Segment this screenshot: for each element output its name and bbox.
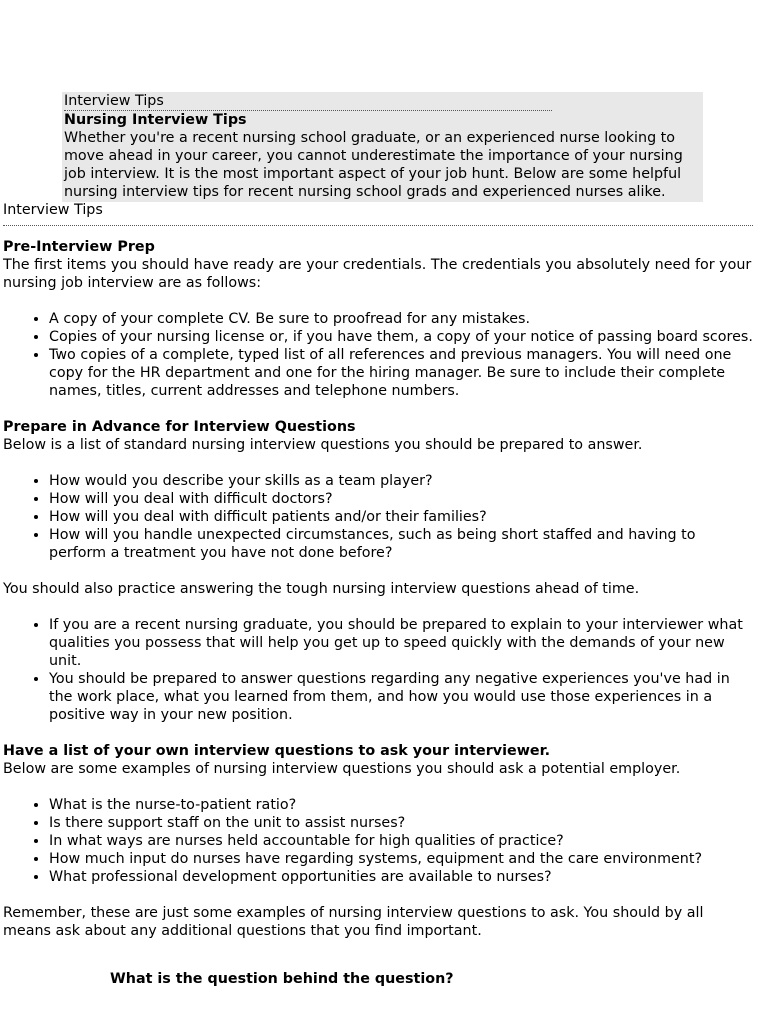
prepare-text: Below is a list of standard nursing interview questions you should be prepared to answer.	[3, 437, 643, 453]
intro-box	[62, 92, 703, 202]
list-item: • How would you describe your skills as a team player?	[49, 472, 753, 490]
intro-label: Interview Tips	[64, 93, 552, 111]
remember-text: Remember, these are just some examples of nursing interview questions to ask. You should by all means ask about any additional questions that you find important.	[3, 905, 704, 939]
list-item: • How will you deal with difficult patients and/or their families?	[49, 508, 753, 526]
standard-questions-list	[3, 472, 753, 562]
pre-interview-text: The first items you should have ready are your credentials. The credentials you absolutely need for your nursing job interview are as follows:	[3, 257, 752, 291]
list-item: • How will you handle unexpected circumstances, such as being short staffed and having to perform a treatment you have not done before?	[49, 526, 753, 562]
prepare-heading: Prepare in Advance for Interview Questions	[3, 419, 356, 435]
section-label: Interview Tips	[3, 202, 753, 226]
list-item: • What is the nurse-to-patient ratio?	[49, 796, 753, 814]
tough-questions-list	[3, 616, 753, 724]
intro-text: Whether you're a recent nursing school graduate, or an experienced nurse looking to move ahead in your career, you cannot underestimate the importance of your nursing job interview. It is the most important aspect of your job hunt. Below are some helpful nursing interview tips for recent nursing school grads and experienced nurses alike.	[64, 130, 683, 200]
credentials-list	[3, 310, 753, 400]
article-content	[3, 202, 753, 940]
list-item: • A copy of your complete CV. Be sure to proofread for any mistakes.	[49, 310, 753, 328]
pre-interview-heading: Pre-Interview Prep	[3, 239, 155, 255]
list-item: • How much input do nurses have regarding systems, equipment and the care environment?	[49, 850, 753, 868]
own-questions-heading: Have a list of your own interview questions to ask your interviewer.	[3, 743, 551, 759]
list-item: • You should be prepared to answer questions regarding any negative experiences you've had in the work place, what you learned from them, and how you would use those experiences in a positive way in your new position.	[49, 670, 753, 724]
list-item: • Is there support staff on the unit to assist nurses?	[49, 814, 753, 832]
list-item: • In what ways are nurses held accountable for high qualities of practice?	[49, 832, 753, 850]
intro-title: Nursing Interview Tips	[64, 112, 247, 128]
list-item: • Copies of your nursing license or, if you have them, a copy of your notice of passing board scores.	[49, 328, 753, 346]
own-questions-list	[3, 796, 753, 886]
list-item: • What professional development opportunities are available to nurses?	[49, 868, 753, 886]
tough-questions-text: You should also practice answering the tough nursing interview questions ahead of time.	[3, 581, 640, 597]
list-item: • How will you deal with difficult doctors?	[49, 490, 753, 508]
list-item: • Two copies of a complete, typed list of all references and previous managers. You will need one copy for the HR department and one for the hiring manager. Be sure to include their complete names, titles, current addresses and telephone numbers.	[49, 346, 753, 400]
list-item: • If you are a recent nursing graduate, you should be prepared to explain to your interviewer what qualities you possess that will help you get up to speed quickly with the demands of your new unit.	[49, 616, 753, 670]
final-question-heading: What is the question behind the question?	[110, 971, 454, 987]
own-questions-text: Below are some examples of nursing interview questions you should ask a potential employer.	[3, 761, 681, 777]
